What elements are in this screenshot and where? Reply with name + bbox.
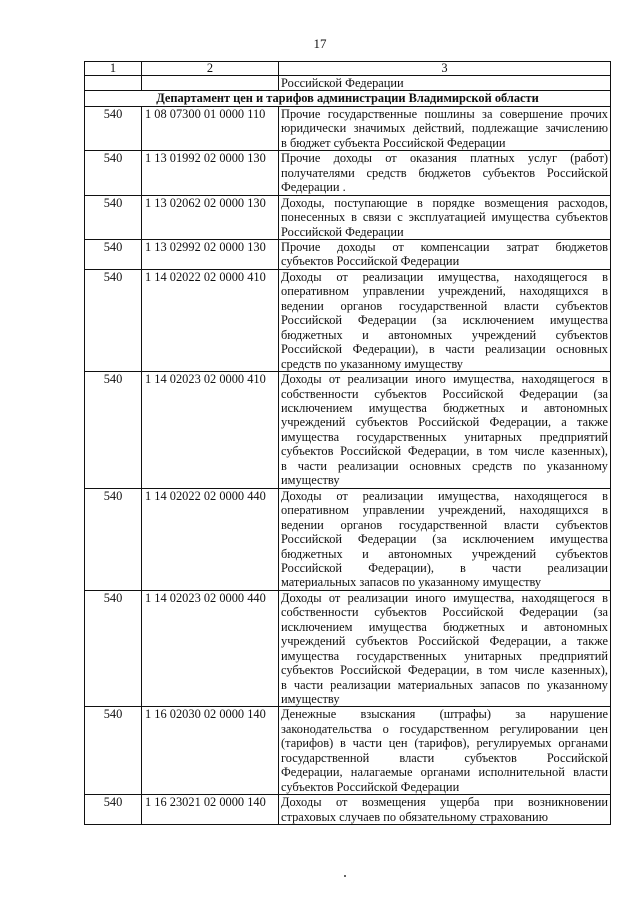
description-line: Федерации .: [281, 180, 346, 195]
table-row: [85, 269, 611, 371]
description-line: бюджетных и автономных учреждений субъектов: [281, 546, 608, 561]
description-line: в части реализации основных средств по указанному: [281, 458, 608, 473]
description-cell: [279, 239, 611, 269]
description-line: получателями средств бюджетов субъектов Российской: [281, 165, 608, 180]
description-cell: [279, 195, 611, 239]
table-row: [85, 151, 611, 195]
description-line: страховых случаев по обязательному страхованию: [281, 809, 548, 824]
description-cell: [279, 795, 611, 825]
department-row: [85, 91, 611, 106]
description-line: имущества государственных унитарных предприятий: [281, 648, 608, 663]
description-line: Российской Федерации (за исключением имущества: [281, 313, 608, 328]
description-cell: [279, 590, 611, 707]
revenue-code-cell: 1 14 02022 02 0000 440: [142, 488, 279, 590]
description-line: Доходы от реализации иного имущества, находящегося в: [281, 590, 608, 605]
admin-code-cell: 540: [85, 106, 142, 150]
admin-code-cell: 540: [85, 795, 142, 825]
description-line: Российской Федерации: [281, 224, 404, 239]
description-line: Федерации, налагаемые органами исполнительной власти: [281, 765, 608, 780]
admin-code-cell: 540: [85, 372, 142, 489]
revenue-code-cell: 1 16 23021 02 0000 140: [142, 795, 279, 825]
revenue-codes-table: [84, 61, 611, 825]
description-line: исключением имущества бюджетных и автономных: [281, 400, 608, 415]
description-line: имуществу: [281, 473, 340, 488]
header-cell-1: 1: [85, 62, 142, 76]
description-line: понесенных в связи с эксплуатацией имущества субъектов: [281, 210, 608, 225]
description-line: имуществу: [281, 692, 340, 707]
description-line: средств по указанному имуществу: [281, 356, 463, 371]
revenue-code-cell: 1 14 02022 02 0000 410: [142, 269, 279, 371]
description-line: бюджетных и автономных учреждений субъектов: [281, 327, 608, 342]
table-row: [85, 239, 611, 269]
revenue-code-cell: 1 13 01992 02 0000 130: [142, 151, 279, 195]
description-line: Прочие государственные пошлины за совершение прочих: [281, 106, 608, 121]
description-line: имущества государственных унитарных предприятий: [281, 429, 608, 444]
table-row: [85, 195, 611, 239]
table-row: [85, 795, 611, 825]
revenue-code-cell: 1 13 02062 02 0000 130: [142, 195, 279, 239]
revenue-code-cell: 1 14 02023 02 0000 410: [142, 372, 279, 489]
description-line: государственной власти субъектов Российской: [281, 750, 608, 765]
table-row: [85, 590, 611, 707]
admin-code-cell: 540: [85, 590, 142, 707]
header-cell-2: 2: [142, 62, 279, 76]
description-cell: [279, 707, 611, 795]
description-line: собственности субъектов Российской Федерации (за: [281, 386, 608, 401]
description-line: в бюджет субъекта Российской Федерации: [281, 135, 506, 150]
description-cell: [279, 372, 611, 489]
description-cell: [279, 151, 611, 195]
table-row: [85, 106, 611, 150]
description-line: Доходы от возмещения ущерба при возникновении: [281, 795, 608, 810]
table-row: [85, 372, 611, 489]
admin-code-cell: 540: [85, 488, 142, 590]
description-line: субъектов Российской Федерации, в том числе казенных),: [281, 444, 608, 459]
description-line: Доходы, поступающие в порядке возмещения расходов,: [281, 195, 608, 210]
header-cell-3: 3: [279, 62, 611, 76]
description-cell: [279, 269, 611, 371]
description-line: юридически значимых действий, подлежащие зачислению: [281, 121, 608, 136]
description-line: Российской Федерации), в части реализации основных: [281, 342, 608, 357]
description-line: собственности субъектов Российской Федерации (за: [281, 605, 608, 620]
revenue-code-cell: 1 16 02030 02 0000 140: [142, 707, 279, 795]
department-name: Департамент цен и тарифов администрации Владимирской области: [85, 91, 611, 106]
admin-code-cell: 540: [85, 151, 142, 195]
admin-code-cell: 540: [85, 707, 142, 795]
description-line: Доходы от реализации имущества, находящегося в: [281, 269, 608, 284]
continuation-cell-empty-1: [85, 76, 142, 91]
description-cell: [279, 106, 611, 150]
table-row: [85, 707, 611, 795]
description-line: Российской Федерации), в части реализации: [281, 560, 608, 575]
description-line: ведении органов государственной власти субъектов: [281, 517, 608, 532]
page-number: 17: [313, 36, 327, 51]
revenue-code-cell: 1 14 02023 02 0000 440: [142, 590, 279, 707]
description-line: (тарифов) в части цен (тарифов), регулируемых органами: [281, 736, 608, 751]
description-line: законодательства о государственном регулировании цен: [281, 721, 608, 736]
revenue-code-cell: 1 08 07300 01 0000 110: [142, 106, 279, 150]
description-line: субъектов Российской Федерации, в том числе казенных),: [281, 663, 608, 678]
continuation-row: [85, 76, 611, 91]
continuation-cell-empty-2: [142, 76, 279, 91]
admin-code-cell: 540: [85, 239, 142, 269]
description-line: Прочие доходы от компенсации затрат бюджетов: [281, 239, 608, 254]
revenue-code-cell: 1 13 02992 02 0000 130: [142, 239, 279, 269]
description-line: учреждений субъектов Российской Федерации, а также: [281, 634, 608, 649]
scan-speck: [344, 875, 346, 877]
description-line: исключением имущества бюджетных и автономных: [281, 619, 608, 634]
continuation-text: Российской Федерации: [279, 76, 611, 91]
description-line: Доходы от реализации имущества, находящегося в: [281, 488, 608, 503]
description-cell: [279, 488, 611, 590]
description-line: Российской Федерации (за исключением имущества: [281, 532, 608, 547]
table-row: [85, 488, 611, 590]
description-line: Доходы от реализации иного имущества, находящегося в: [281, 372, 608, 387]
table-header-row: [85, 62, 611, 76]
description-line: субъектов Российской Федерации: [281, 779, 460, 794]
description-line: Денежные взыскания (штрафы) за нарушение: [281, 707, 608, 722]
description-line: оперативном управлении учреждений, находящихся в: [281, 284, 608, 299]
description-line: материальных запасов по указанному имуществу: [281, 575, 542, 590]
description-line: оперативном управлении учреждений, находящихся в: [281, 503, 608, 518]
description-line: учреждений субъектов Российской Федерации, а также: [281, 415, 608, 430]
admin-code-cell: 540: [85, 269, 142, 371]
description-line: в части реализации материальных запасов по указанному: [281, 677, 608, 692]
admin-code-cell: 540: [85, 195, 142, 239]
description-line: субъектов Российской Федерации: [281, 254, 460, 269]
description-line: ведении органов государственной власти субъектов: [281, 298, 608, 313]
description-line: Прочие доходы от оказания платных услуг (работ): [281, 151, 608, 166]
